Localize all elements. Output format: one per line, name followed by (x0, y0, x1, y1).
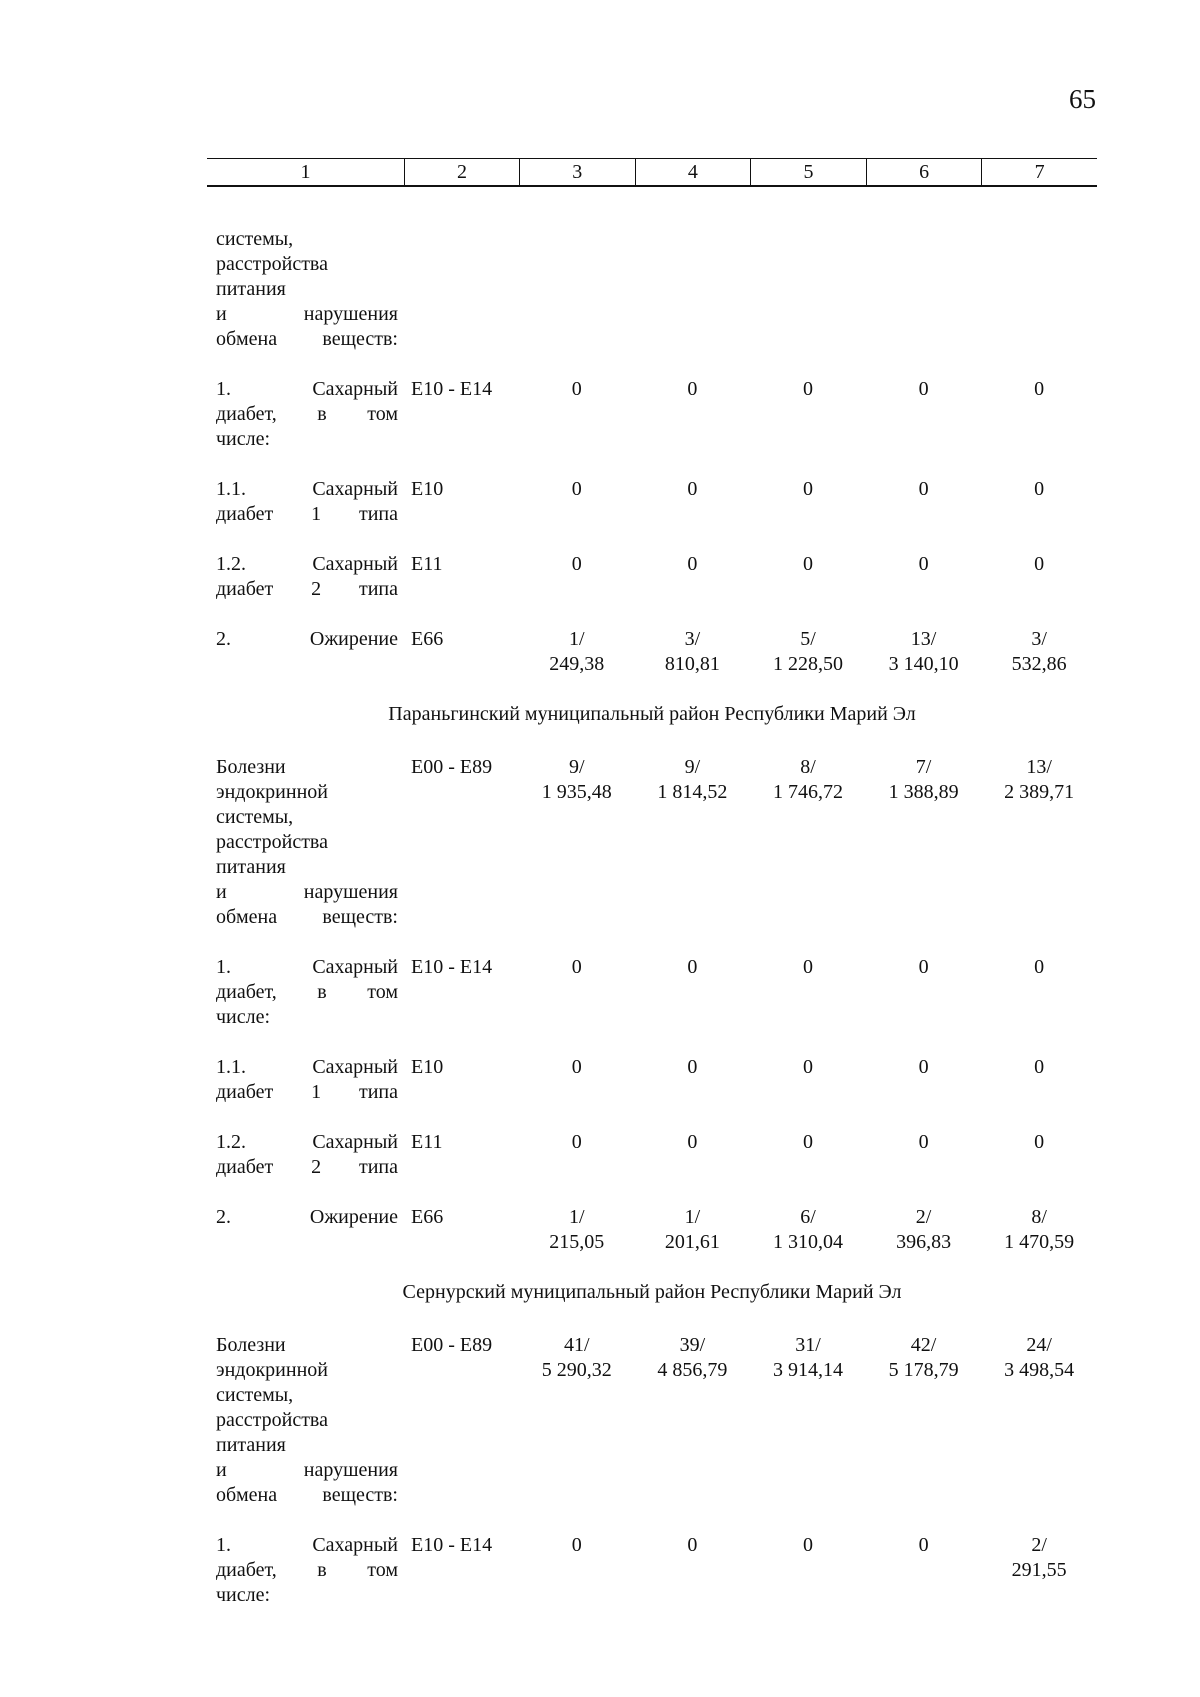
row-name-line: 1. Сахарный (216, 1534, 398, 1556)
value-rate: 3 498,54 (1004, 1359, 1075, 1381)
table-row (207, 955, 1097, 1030)
value-rate: 5 290,32 (541, 1359, 612, 1381)
row-name (207, 955, 398, 1030)
value-count: 0 (571, 478, 582, 500)
value-count: 8/ (800, 756, 816, 778)
row-value (750, 552, 866, 602)
row-value (866, 627, 982, 677)
value-rate: 1 746,72 (772, 781, 843, 803)
row-name-line: числе: (216, 1006, 271, 1028)
row-value (866, 1333, 982, 1508)
value-count: 0 (687, 1131, 698, 1153)
row-name (207, 1130, 398, 1180)
row-value (750, 627, 866, 677)
value-count: 2/ (1031, 1534, 1047, 1556)
row-name-line: 1.1. Сахарный (216, 1056, 398, 1078)
row-code: E11 (411, 553, 443, 575)
value-count: 0 (918, 956, 929, 978)
column-header-6: 6 (866, 159, 982, 185)
table-row (207, 1055, 1097, 1105)
value-count: 0 (1034, 1131, 1045, 1153)
row-name-line: диабет, в том (216, 1559, 398, 1581)
value-count: 42/ (910, 1334, 937, 1356)
statistics-table (207, 158, 1097, 1633)
row-name-line: и нарушения (216, 881, 398, 903)
value-count: 0 (571, 1056, 582, 1078)
row-value (981, 1130, 1097, 1180)
value-count: 3/ (1031, 628, 1047, 650)
row-name-line: обмена веществ: (216, 1484, 398, 1506)
row-code: E10 - E14 (411, 378, 493, 400)
row-code: E11 (411, 1131, 443, 1153)
row-value (981, 1205, 1097, 1255)
value-count: 39/ (679, 1334, 706, 1356)
value-count: 0 (802, 553, 813, 575)
row-value (866, 552, 982, 602)
row-value (635, 755, 751, 930)
row-name (207, 755, 398, 930)
table-row (207, 377, 1097, 452)
value-rate: 1 388,89 (888, 781, 959, 803)
table-row (207, 1333, 1097, 1508)
row-value (981, 1333, 1097, 1508)
value-rate: 215,05 (549, 1231, 605, 1253)
row-value (981, 1533, 1097, 1608)
value-count: 13/ (1026, 756, 1052, 778)
value-count: 13/ (910, 628, 937, 650)
row-name-line: системы, (216, 228, 294, 250)
row-name-line: диабет 2 типа (216, 1156, 398, 1178)
row-value (981, 627, 1097, 677)
row-value (750, 1205, 866, 1255)
value-count: 0 (1034, 956, 1045, 978)
row-value (635, 552, 751, 602)
value-count: 5/ (800, 628, 816, 650)
row-value (866, 755, 982, 930)
row-value (866, 227, 982, 352)
value-rate: 532,86 (1011, 653, 1067, 675)
table-row (207, 227, 1097, 352)
row-name-line: 1.2. Сахарный (216, 1131, 398, 1153)
row-name-line: числе: (216, 1584, 271, 1606)
table-row (207, 1130, 1097, 1180)
row-code: E10 (411, 1056, 444, 1078)
row-value (519, 1055, 635, 1105)
row-name (207, 477, 398, 527)
row-value (750, 1055, 866, 1105)
value-count: 24/ (1026, 1334, 1052, 1356)
value-rate: 2 389,71 (1004, 781, 1075, 803)
value-count: 0 (918, 1534, 929, 1556)
value-count: 0 (571, 553, 582, 575)
column-header-3: 3 (519, 159, 635, 185)
row-value (866, 1533, 982, 1608)
row-name-line: обмена веществ: (216, 328, 398, 350)
value-count: 3/ (684, 628, 701, 650)
row-value (519, 1333, 635, 1508)
row-value (635, 1055, 751, 1105)
table-row (207, 755, 1097, 930)
row-code: E00 - E89 (411, 756, 493, 778)
row-value (750, 755, 866, 930)
value-count: 2/ (915, 1206, 932, 1228)
row-code (404, 227, 519, 352)
value-count: 0 (802, 1534, 813, 1556)
row-value (519, 1533, 635, 1608)
value-count: 9/ (684, 756, 701, 778)
row-name (207, 1333, 398, 1508)
row-value (635, 627, 751, 677)
row-value (750, 1130, 866, 1180)
row-name-line: 1. Сахарный (216, 378, 398, 400)
value-rate: 810,81 (664, 653, 720, 675)
row-name-line: обмена веществ: (216, 906, 398, 928)
row-code: E10 - E14 (411, 1534, 493, 1556)
value-rate: 1 470,59 (1004, 1231, 1075, 1253)
value-count: 1/ (569, 628, 585, 650)
row-value (981, 1055, 1097, 1105)
row-name-line: диабет, в том (216, 403, 398, 425)
row-value (866, 955, 982, 1030)
row-name-line: питания (216, 856, 286, 878)
table-row (207, 477, 1097, 527)
row-value (866, 477, 982, 527)
row-code: E10 - E14 (411, 956, 493, 978)
value-count: 0 (571, 378, 582, 400)
value-count: 0 (918, 1056, 929, 1078)
value-count: 0 (1034, 553, 1045, 575)
row-name-line: и нарушения (216, 303, 398, 325)
value-count: 0 (802, 378, 813, 400)
row-name (207, 627, 398, 677)
row-name-line: Болезни (216, 756, 286, 778)
value-rate: 291,55 (1011, 1559, 1067, 1581)
row-value (519, 552, 635, 602)
row-name (207, 377, 398, 452)
row-name (207, 227, 398, 352)
row-name-line: расстройства (216, 1409, 328, 1431)
value-rate: 1 935,48 (541, 781, 612, 803)
column-header-4: 4 (635, 159, 751, 185)
row-value (981, 227, 1097, 352)
column-header-5: 5 (750, 159, 866, 185)
row-value (519, 1130, 635, 1180)
column-header-2: 2 (404, 159, 519, 185)
value-count: 0 (802, 1131, 813, 1153)
row-value (635, 1533, 751, 1608)
row-value (519, 955, 635, 1030)
value-count: 0 (802, 478, 813, 500)
row-value (750, 227, 866, 352)
row-value (981, 955, 1097, 1030)
row-value (519, 477, 635, 527)
row-value (519, 1205, 635, 1255)
row-name-line: питания (216, 1434, 286, 1456)
row-value (519, 627, 635, 677)
section-title: Параньгинский муниципальный район Республики Марий Эл (388, 703, 916, 725)
row-name (207, 552, 398, 602)
value-count: 0 (1034, 1056, 1045, 1078)
value-count: 0 (918, 553, 929, 575)
value-count: 0 (918, 478, 929, 500)
row-name (207, 1533, 398, 1608)
row-name-line: системы, (216, 806, 294, 828)
row-name-line: расстройства (216, 831, 328, 853)
value-rate: 3 914,14 (772, 1359, 843, 1381)
column-header-7: 7 (981, 159, 1097, 185)
row-name-line: 2. Ожирение (216, 628, 398, 650)
row-value (981, 755, 1097, 930)
column-header-1: 1 (300, 161, 311, 183)
row-name-line: диабет, в том (216, 981, 398, 1003)
row-name-line: 1. Сахарный (216, 956, 398, 978)
value-count: 0 (1034, 378, 1045, 400)
table-row (207, 1205, 1097, 1255)
value-count: 31/ (795, 1334, 821, 1356)
row-code: E66 (411, 1206, 444, 1228)
table-body (207, 227, 1097, 1608)
row-name-line: числе: (216, 428, 271, 450)
table-row (207, 552, 1097, 602)
row-value (635, 955, 751, 1030)
row-code: E66 (411, 628, 444, 650)
value-count: 0 (1034, 478, 1045, 500)
row-name-line: Болезни (216, 1334, 286, 1356)
row-value (635, 1205, 751, 1255)
value-count: 0 (687, 478, 698, 500)
section-title: Сернурский муниципальный район Республики Марий Эл (402, 1281, 902, 1303)
value-rate: 3 140,10 (888, 653, 959, 675)
value-rate: 1 814,52 (657, 781, 728, 803)
value-rate: 249,38 (549, 653, 605, 675)
row-name-line: диабет 2 типа (216, 578, 398, 600)
value-count: 0 (687, 553, 698, 575)
value-count: 0 (802, 956, 813, 978)
value-count: 0 (571, 1534, 582, 1556)
row-value (981, 552, 1097, 602)
value-count: 8/ (1031, 1206, 1047, 1228)
row-value (750, 1333, 866, 1508)
row-name-line: системы, (216, 1384, 294, 1406)
row-value (635, 227, 751, 352)
row-name-line: расстройства (216, 253, 328, 275)
row-value (519, 227, 635, 352)
value-count: 0 (687, 1534, 698, 1556)
row-value (519, 377, 635, 452)
row-name-line: и нарушения (216, 1459, 398, 1481)
row-value (750, 377, 866, 452)
row-value (981, 477, 1097, 527)
column-number-header (207, 158, 1097, 187)
value-rate: 1 310,04 (772, 1231, 843, 1253)
row-code: E00 - E89 (411, 1334, 493, 1356)
row-name-line: 2. Ожирение (216, 1206, 398, 1228)
row-value (635, 477, 751, 527)
row-value (866, 1205, 982, 1255)
row-value (519, 755, 635, 930)
value-count: 7/ (915, 756, 932, 778)
row-name-line: 1.1. Сахарный (216, 478, 398, 500)
row-value (981, 377, 1097, 452)
row-code: E10 (411, 478, 444, 500)
value-count: 0 (571, 956, 582, 978)
value-rate: 4 856,79 (657, 1359, 728, 1381)
value-rate: 1 228,50 (772, 653, 843, 675)
row-value (866, 1130, 982, 1180)
value-count: 9/ (569, 756, 585, 778)
row-name-line: эндокринной (216, 781, 328, 803)
value-count: 6/ (800, 1206, 816, 1228)
table-row (207, 1533, 1097, 1608)
value-count: 0 (571, 1131, 582, 1153)
value-rate: 201,61 (664, 1231, 720, 1253)
value-count: 0 (687, 1056, 698, 1078)
value-count: 0 (802, 1056, 813, 1078)
row-name (207, 1205, 398, 1255)
value-rate: 5 178,79 (888, 1359, 959, 1381)
value-rate: 396,83 (896, 1231, 952, 1253)
table-row (207, 627, 1097, 677)
row-name-line: диабет 1 типа (216, 1081, 398, 1103)
row-name-line: 1.2. Сахарный (216, 553, 398, 575)
row-name-line: питания (216, 278, 286, 300)
row-value (750, 1533, 866, 1608)
value-count: 1/ (569, 1206, 585, 1228)
row-value (635, 1130, 751, 1180)
row-name (207, 1055, 398, 1105)
row-value (866, 1055, 982, 1105)
row-value (635, 1333, 751, 1508)
page-number: 65 (1069, 84, 1096, 114)
row-value (635, 377, 751, 452)
value-count: 1/ (684, 1206, 701, 1228)
row-value (750, 477, 866, 527)
value-count: 0 (918, 1131, 929, 1153)
row-value (750, 955, 866, 1030)
row-name-line: эндокринной (216, 1359, 328, 1381)
value-count: 0 (687, 956, 698, 978)
value-count: 0 (918, 378, 929, 400)
row-value (866, 377, 982, 452)
value-count: 41/ (564, 1334, 590, 1356)
row-name-line: диабет 1 типа (216, 503, 398, 525)
value-count: 0 (687, 378, 698, 400)
